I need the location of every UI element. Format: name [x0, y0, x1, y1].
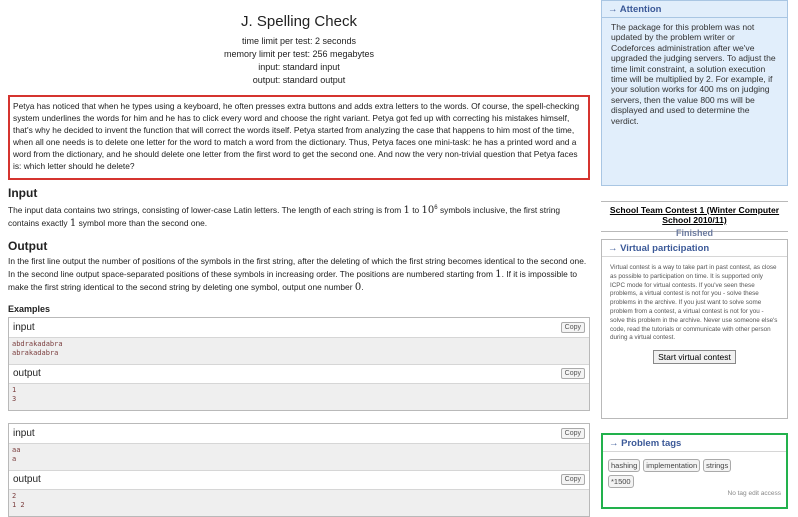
memory-limit: memory limit per test: 256 megabytes	[223, 49, 375, 59]
attention-title: → Attention	[602, 1, 787, 18]
input-spec-title: Input	[8, 186, 38, 200]
legend-text: Petya has noticed that when he types using a keyboard, he often presses extra buttons and adds extra letters to the words. Of course, the spell-checking system underlines the words for him and he has to click every word and choose the right variant. Petya got fed up with correcting his mistakes himself, that's why he decided to invent the function that will correct the words itself. Petya started from analyzing the case that happens to him most of the time, when all one needs is to delete one letter for the word to match a word from the dictionary. Thus, Petya faces one mini-task: he has a printed word and a word from the dictionary, and he should delete one letter from the first word to get the second one. And now the very non-trivial question that Petya faces is: which letter should he delete?	[8, 95, 590, 180]
tag-implementation[interactable]: implementation	[643, 459, 700, 472]
example-1	[8, 317, 590, 411]
input-spec-max-base: 10	[421, 204, 435, 216]
output-spec-zero: 0	[354, 281, 362, 293]
example-line: 1	[12, 385, 17, 394]
examples-title: Examples	[8, 303, 51, 314]
output-spec-start: 1	[495, 268, 502, 280]
copy-button[interactable]: Copy	[561, 428, 585, 439]
output-spec-part: . If it is impossible to make the first string identical to the second string by deleting one symbol, output one number	[8, 268, 578, 292]
example-input-content	[9, 444, 589, 470]
example-input-header	[9, 424, 589, 444]
problem-statement	[8, 0, 590, 517]
input-spec-part: to	[409, 204, 422, 215]
copy-button[interactable]: Copy	[561, 322, 585, 333]
input-spec-part: The input data contains two strings, consisting of lower-case Latin letters. The length of each string is from	[8, 204, 404, 215]
problem-title: J. Spelling Check	[241, 13, 357, 30]
problem-tags-box	[601, 433, 788, 509]
example-input-content	[9, 338, 589, 364]
example-line: a	[12, 455, 17, 464]
input-file: input: standard input	[258, 62, 340, 72]
example-line: abdrakadabra	[12, 339, 63, 348]
copy-button[interactable]: Copy	[561, 474, 585, 485]
example-input-label: input	[13, 321, 35, 333]
time-limit: time limit per test: 2 seconds	[241, 36, 357, 46]
virtual-participation-text: Virtual contest is a way to take part in past contest, as close as possible to participation on time. It is supported only ICPC mode for virtual contests. If you've seen these problems, a virtual contest is not for you - solve these problems in the archive. If you just want to solve some problem from a contest, a virtual contest is not for you - solve this problem in the archive. Never use someone else's code, read the tutorials or communicate with other person during a virtual contest.	[610, 264, 778, 342]
output-file: output: standard output	[252, 75, 346, 85]
input-spec-text	[8, 202, 590, 230]
tag-strings[interactable]: strings	[703, 459, 731, 472]
example-output-content	[9, 490, 589, 516]
problem-tags-title: → Problem tags	[603, 435, 786, 452]
input-spec-part: symbols inclusive, the first string contains exactly	[8, 204, 561, 228]
attention-box	[601, 0, 788, 186]
example-output-label: output	[13, 474, 41, 486]
example-output-header	[9, 470, 589, 490]
example-input-label: input	[13, 427, 35, 439]
problem-limits	[8, 35, 590, 87]
start-virtual-contest-button[interactable]: Start virtual contest	[653, 350, 736, 364]
output-spec-part: In the first line output the number of positions of the symbols in the first string, after the deleting of which the first string becomes identical to the second one. In the second line output space-separated positions of these symbols in increasing order. The positions are numbered starting from	[8, 255, 587, 279]
contest-box	[601, 201, 788, 238]
virtual-participation-title: → Virtual participation	[602, 240, 787, 257]
input-spec-max-exp: 6	[434, 205, 438, 211]
attention-text: The package for this problem was not updated by the problem writer or Codeforces administration after we've upgraded the judging servers. To adjust the time limit constraint, a solution execution time will be multiplied by 2. For example, if your solution works for 400 ms on judging servers, then the value 800 ms will be displayed and used to determine the verdict.	[611, 22, 776, 126]
example-output-label: output	[13, 368, 41, 380]
copy-button[interactable]: Copy	[561, 368, 585, 379]
contest-link[interactable]: School Team Contest 1 (Winter Computer School 2010/11)	[609, 205, 780, 225]
example-line: abrakadabra	[12, 349, 59, 358]
example-line: 2	[12, 491, 17, 500]
example-line: 3	[12, 395, 17, 404]
input-spec-diff: 1	[69, 217, 77, 229]
example-input-header	[9, 318, 589, 338]
contest-status: Finished	[675, 228, 713, 238]
example-line: 1 2	[12, 501, 25, 510]
input-spec-part: symbol more than the second one.	[76, 217, 208, 228]
tag-list	[603, 452, 758, 488]
tag-edit-note: No tag edit access	[727, 490, 781, 497]
tag-hashing[interactable]: hashing	[608, 459, 640, 472]
output-spec-title: Output	[8, 238, 48, 253]
example-line: aa	[12, 445, 21, 454]
virtual-participation-box	[601, 239, 788, 419]
example-2	[8, 423, 590, 517]
tag-difficulty[interactable]: *1500	[608, 475, 634, 488]
output-spec-part: .	[361, 281, 364, 292]
example-output-header	[9, 364, 589, 384]
sidebar	[601, 0, 788, 517]
vp-button-wrap	[602, 347, 787, 365]
example-output-content	[9, 384, 589, 410]
input-spec-min: 1	[403, 204, 410, 216]
output-spec-text	[8, 255, 590, 294]
